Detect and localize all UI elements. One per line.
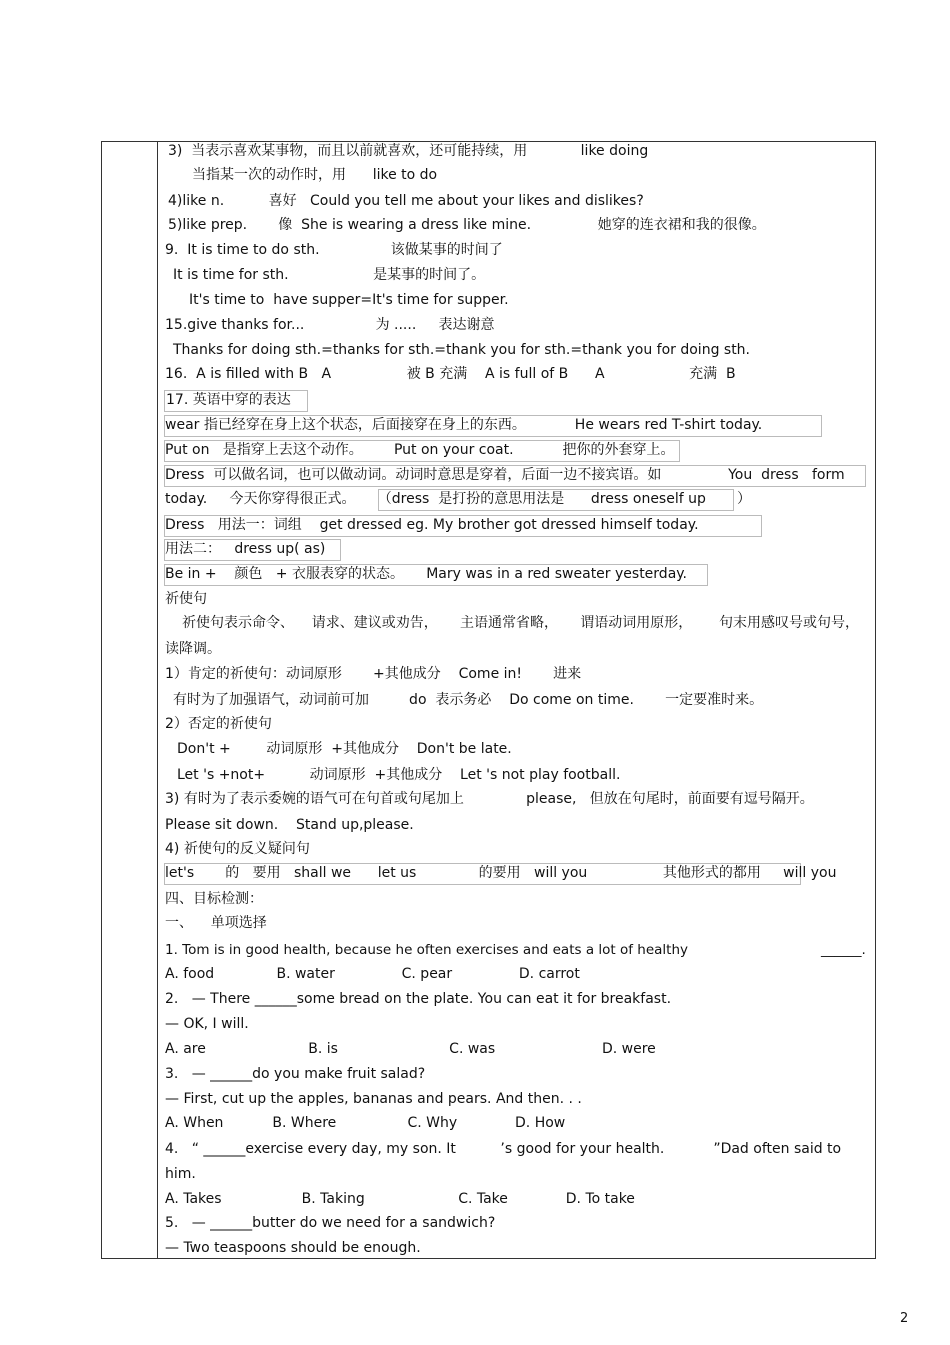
text-line: Dress 用法一：词组 get dressed eg. My brother got dressed himself today. — [165, 517, 699, 533]
text-line: Put on 是指穿上去这个动作。 Put on your coat. 把你的外套穿上。 — [165, 442, 675, 458]
text-line: 15.give thanks for... 为 ..... 表达谢意 — [165, 317, 495, 333]
text-line: 3. — ______do you make fruit salad? — [165, 1066, 426, 1082]
text-line: 四、目标检测： — [165, 891, 263, 907]
text-line: — First, cut up the apples, bananas and pears. And then. . . — [165, 1091, 582, 1107]
text-line: 1. Tom is in good health, because he often exercises and eats a lot of healthy ______. — [165, 942, 866, 958]
text-line: A. Takes B. Taking C. Take D. To take — [165, 1191, 635, 1207]
text-line: Please sit down. Stand up,please. — [165, 817, 414, 833]
text-line: 4. “ ______exercise every day, my son. It ’s good for your health. ”Dad often said to — [165, 1141, 842, 1157]
text-line: him. — [165, 1166, 196, 1182]
text-line: 1）肯定的祈使句：动词原形 +其他成分 Come in! 进来 — [165, 666, 582, 682]
text-line: 4) 祈使句的反义疑问句 — [165, 841, 310, 857]
text-line: Be in + 颜色 + 衣服表穿的状态。 Mary was in a red sweater yesterday. — [165, 566, 688, 582]
text-line: 读降调。 — [165, 641, 221, 657]
text-line: today. 今天你穿得很正式。 （dress 是打扮的意思用法是 dress oneself up ） — [165, 491, 752, 507]
text-line: It's time to have supper=It's time for supper. — [189, 292, 509, 308]
text-line: Thanks for doing sth.=thanks for sth.=thank you for sth.=thank you for doing sth. — [173, 342, 751, 358]
text-line: 有时为了加强语气，动词前可加 do 表示务必 Do come on time. 一定要准时来。 — [173, 692, 764, 708]
text-line: 9. It is time to do sth. 该做某事的时间了 — [165, 242, 503, 258]
text-line: 3) 当表示喜欢某事物，而且以前就喜欢，还可能持续，用 like doing — [168, 143, 649, 159]
text-line: 祈使句表示命令、 请求、建议或劝告， 主语通常省略， 谓语动词用原形， 句末用感叹号或句号， — [182, 615, 860, 631]
text-line: 17. 英语中穿的表达 — [166, 392, 291, 408]
text-line: 16. A is filled with B A 被 B 充满 A is full of B A 充满 B — [165, 366, 736, 382]
text-line: A. are B. is C. was D. were — [165, 1041, 656, 1057]
page-number: 2 — [900, 1311, 909, 1326]
text-line: — OK, I will. — [165, 1016, 249, 1032]
text-line: 5)like prep. 像 She is wearing a dress like mine. 她穿的连衣裙和我的很像。 — [168, 217, 766, 233]
text-line: A. When B. Where C. Why D. How — [165, 1115, 566, 1131]
text-line: wear 指已经穿在身上这个状态，后面接穿在身上的东西。 He wears red T-shirt today. — [165, 417, 763, 433]
text-line: Dress 可以做名词，也可以做动词。动词时意思是穿着，后面一边不接宾语。如 You dress form — [165, 467, 845, 483]
text-line: Don't + 动词原形 +其他成分 Don't be late. — [177, 741, 512, 757]
text-line: 用法二： dress up( as) — [165, 541, 326, 557]
text-line: It is time for sth. 是某事的时间了。 — [173, 267, 486, 283]
text-line: 3) 有时为了表示委婉的语气可在句首或句尾加上 please, 但放在句尾时，前面要有逗号隔开。 — [165, 791, 814, 807]
text-line: — Two teaspoons should be enough. — [165, 1240, 421, 1256]
text-line: 2. — There ______some bread on the plate. You can eat it for breakfast. — [165, 991, 672, 1007]
column-divider — [157, 141, 158, 1259]
text-line: A. food B. water C. pear D. carrot — [165, 966, 580, 982]
text-line: 5. — ______butter do we need for a sandwich? — [165, 1215, 496, 1231]
text-line: 祈使句 — [165, 591, 207, 607]
text-line: 4)like n. 喜好 Could you tell me about your likes and dislikes? — [168, 193, 644, 209]
text-line: let's 的 要用 shall we let us 的要用 will you 其他形式的都用 will you — [165, 865, 837, 881]
text-line: 一、 单项选择 — [165, 915, 267, 931]
text-line: 2）否定的祈使句 — [165, 716, 272, 732]
text-line: Let 's +not+ 动词原形 +其他成分 Let 's not play football. — [177, 767, 621, 783]
text-line: 当指某一次的动作时，用 like to do — [192, 167, 438, 183]
